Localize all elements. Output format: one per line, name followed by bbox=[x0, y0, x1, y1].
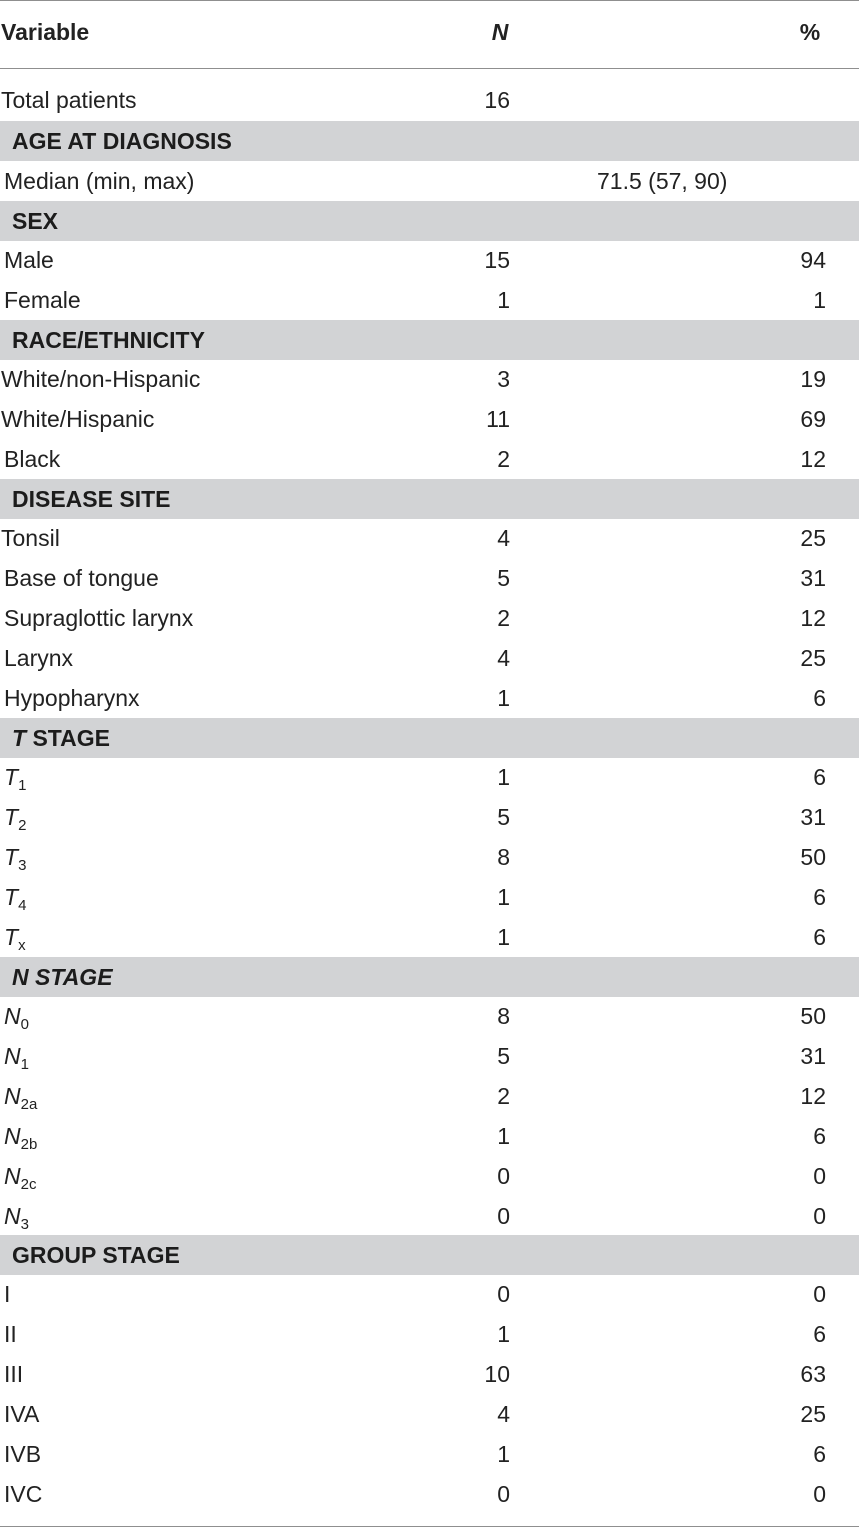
stage-subscript: 4 bbox=[18, 897, 27, 914]
row-label: Male bbox=[4, 247, 54, 273]
section-n-stage bbox=[0, 957, 859, 997]
row-label: Black bbox=[4, 446, 61, 472]
row-pct: 0 bbox=[813, 1163, 826, 1189]
stage-subscript: x bbox=[18, 937, 26, 954]
age-label: Median (min, max) bbox=[4, 168, 195, 194]
section-title: GROUP STAGE bbox=[12, 1242, 180, 1268]
stage-subscript: 1 bbox=[18, 777, 27, 794]
bottom-rule bbox=[0, 1526, 859, 1527]
total-n: 16 bbox=[484, 87, 510, 113]
row-n: 8 bbox=[497, 1003, 510, 1029]
table-row bbox=[0, 638, 859, 678]
section-title-text: STAGE bbox=[28, 964, 113, 990]
row-n: 1 bbox=[497, 924, 510, 950]
table-row bbox=[0, 1156, 859, 1196]
table-row bbox=[0, 1036, 859, 1076]
table-row bbox=[0, 797, 859, 837]
table-row bbox=[0, 1314, 859, 1354]
row-label: Supraglottic larynx bbox=[4, 605, 194, 631]
table-row bbox=[0, 439, 859, 479]
section-title bbox=[12, 957, 113, 997]
table-row bbox=[0, 1354, 859, 1394]
table-row bbox=[0, 80, 859, 120]
row-label: IVA bbox=[4, 1401, 40, 1427]
row-n: 3 bbox=[497, 366, 510, 392]
row-n: 11 bbox=[486, 406, 510, 432]
section-title bbox=[12, 718, 110, 758]
section-t-stage bbox=[0, 718, 859, 758]
row-n: 5 bbox=[497, 1043, 510, 1069]
table-row bbox=[0, 1116, 859, 1156]
stage-subscript: 3 bbox=[18, 857, 27, 874]
stage-symbol: N bbox=[4, 1123, 21, 1149]
row-n: 5 bbox=[497, 565, 510, 591]
row-n: 1 bbox=[497, 1123, 510, 1149]
section-title: SEX bbox=[12, 208, 59, 234]
row-label: III bbox=[4, 1361, 24, 1387]
row-n: 1 bbox=[497, 1321, 510, 1347]
row-n: 10 bbox=[484, 1361, 510, 1387]
row-n: 4 bbox=[497, 525, 510, 551]
row-n: 15 bbox=[484, 247, 510, 273]
row-label bbox=[4, 1156, 36, 1196]
table-row bbox=[0, 240, 859, 280]
row-label: Tonsil bbox=[1, 525, 60, 551]
row-pct: 6 bbox=[813, 685, 826, 711]
row-n: 1 bbox=[497, 287, 510, 313]
row-label bbox=[4, 1036, 29, 1076]
row-pct: 0 bbox=[813, 1481, 826, 1507]
row-n: 8 bbox=[497, 844, 510, 870]
row-pct: 0 bbox=[813, 1203, 826, 1229]
row-pct: 31 bbox=[800, 804, 826, 830]
row-n: 2 bbox=[497, 1083, 510, 1109]
section-title: AGE AT DIAGNOSIS bbox=[12, 128, 232, 154]
table-row bbox=[0, 877, 859, 917]
stage-symbol: T bbox=[4, 764, 19, 790]
section-group-stage bbox=[0, 1235, 859, 1275]
row-n: 0 bbox=[497, 1481, 510, 1507]
table-row bbox=[0, 1196, 859, 1236]
row-label: Larynx bbox=[4, 645, 74, 671]
table-row bbox=[0, 1394, 859, 1434]
row-label bbox=[4, 917, 26, 957]
row-pct: 6 bbox=[813, 1441, 826, 1467]
row-label bbox=[4, 996, 29, 1036]
section-title-text: STAGE bbox=[26, 725, 110, 751]
table-row bbox=[0, 678, 859, 718]
row-pct: 25 bbox=[800, 1401, 826, 1427]
row-pct: 0 bbox=[813, 1281, 826, 1307]
stage-subscript: 3 bbox=[20, 1216, 29, 1233]
row-pct: 6 bbox=[813, 924, 826, 950]
row-label bbox=[4, 1116, 37, 1156]
stage-symbol: N bbox=[4, 1003, 21, 1029]
stage-subscript: 1 bbox=[20, 1056, 29, 1073]
table-row bbox=[0, 518, 859, 558]
row-n: 1 bbox=[497, 685, 510, 711]
age-value: 71.5 (57, 90) bbox=[597, 168, 728, 194]
section-race bbox=[0, 320, 859, 360]
stage-symbol: N bbox=[4, 1163, 21, 1189]
stage-symbol: T bbox=[4, 844, 19, 870]
table-row bbox=[0, 558, 859, 598]
row-pct: 50 bbox=[800, 1003, 826, 1029]
table-row bbox=[0, 1474, 859, 1514]
section-sex bbox=[0, 201, 859, 241]
row-pct: 25 bbox=[800, 525, 826, 551]
table-row bbox=[0, 917, 859, 957]
row-pct: 94 bbox=[800, 247, 826, 273]
stage-subscript: 2b bbox=[20, 1136, 38, 1153]
table-row bbox=[0, 359, 859, 399]
header-variable: Variable bbox=[1, 19, 90, 45]
row-n: 4 bbox=[497, 645, 510, 671]
row-pct: 6 bbox=[813, 764, 826, 790]
row-label: Base of tongue bbox=[4, 565, 159, 591]
row-label bbox=[4, 877, 26, 917]
row-pct: 6 bbox=[813, 884, 826, 910]
row-label: IVC bbox=[4, 1481, 43, 1507]
row-label: II bbox=[4, 1321, 17, 1347]
row-pct: 50 bbox=[800, 844, 826, 870]
row-n: 5 bbox=[497, 804, 510, 830]
row-label bbox=[4, 1076, 37, 1116]
row-pct: 12 bbox=[800, 1083, 826, 1109]
row-n: 1 bbox=[497, 884, 510, 910]
row-label: IVB bbox=[4, 1441, 42, 1467]
row-label bbox=[4, 757, 26, 797]
row-label bbox=[4, 837, 26, 877]
stage-subscript: 0 bbox=[20, 1016, 29, 1033]
stage-symbol: T bbox=[4, 924, 19, 950]
stage-symbol: N bbox=[4, 1083, 21, 1109]
section-title: RACE/ETHNICITY bbox=[12, 327, 205, 353]
row-pct: 69 bbox=[800, 406, 826, 432]
row-label bbox=[4, 1196, 29, 1236]
row-n: 2 bbox=[497, 605, 510, 631]
section-disease-site bbox=[0, 479, 859, 519]
table-row bbox=[0, 1076, 859, 1116]
table-row bbox=[0, 837, 859, 877]
table-row bbox=[0, 757, 859, 797]
row-pct: 12 bbox=[800, 605, 826, 631]
table-row bbox=[0, 598, 859, 638]
table-header-row bbox=[0, 0, 859, 64]
row-label: White/non-Hispanic bbox=[1, 366, 201, 392]
row-pct: 6 bbox=[813, 1321, 826, 1347]
row-n: 1 bbox=[497, 764, 510, 790]
section-age bbox=[0, 121, 859, 161]
total-label: Total patients bbox=[1, 87, 137, 113]
table-row bbox=[0, 1274, 859, 1314]
stage-subscript: 2 bbox=[18, 817, 27, 834]
row-pct: 19 bbox=[800, 366, 826, 392]
stage-symbol: N bbox=[4, 1043, 21, 1069]
row-label: Hypopharynx bbox=[4, 685, 140, 711]
section-title: DISEASE SITE bbox=[12, 486, 171, 512]
section-title-symbol: T bbox=[12, 725, 27, 751]
stage-subscript: 2c bbox=[20, 1176, 37, 1193]
row-n: 0 bbox=[497, 1281, 510, 1307]
row-label: I bbox=[4, 1281, 11, 1307]
row-n: 4 bbox=[497, 1401, 510, 1427]
row-pct: 25 bbox=[800, 645, 826, 671]
row-n: 2 bbox=[497, 446, 510, 472]
header-pct: % bbox=[799, 19, 821, 45]
row-pct: 6 bbox=[813, 1123, 826, 1149]
header-rule bbox=[0, 68, 859, 69]
table-row bbox=[0, 161, 859, 201]
row-pct: 12 bbox=[800, 446, 826, 472]
header-n: N bbox=[491, 19, 509, 45]
row-pct: 31 bbox=[800, 565, 826, 591]
row-pct: 63 bbox=[800, 1361, 826, 1387]
row-pct: 31 bbox=[800, 1043, 826, 1069]
row-label: Female bbox=[4, 287, 81, 313]
stage-symbol: T bbox=[4, 804, 19, 830]
row-label: White/Hispanic bbox=[1, 406, 155, 432]
table-row bbox=[0, 1434, 859, 1474]
stage-symbol: T bbox=[4, 884, 19, 910]
stage-subscript: 2a bbox=[20, 1096, 38, 1113]
row-n: 1 bbox=[497, 1441, 510, 1467]
table-row bbox=[0, 399, 859, 439]
row-label bbox=[4, 797, 26, 837]
row-n: 0 bbox=[497, 1163, 510, 1189]
section-title-symbol: N bbox=[12, 964, 29, 990]
row-pct: 1 bbox=[813, 287, 826, 313]
row-n: 0 bbox=[497, 1203, 510, 1229]
table-row bbox=[0, 996, 859, 1036]
table-row bbox=[0, 280, 859, 320]
stage-symbol: N bbox=[4, 1203, 21, 1229]
